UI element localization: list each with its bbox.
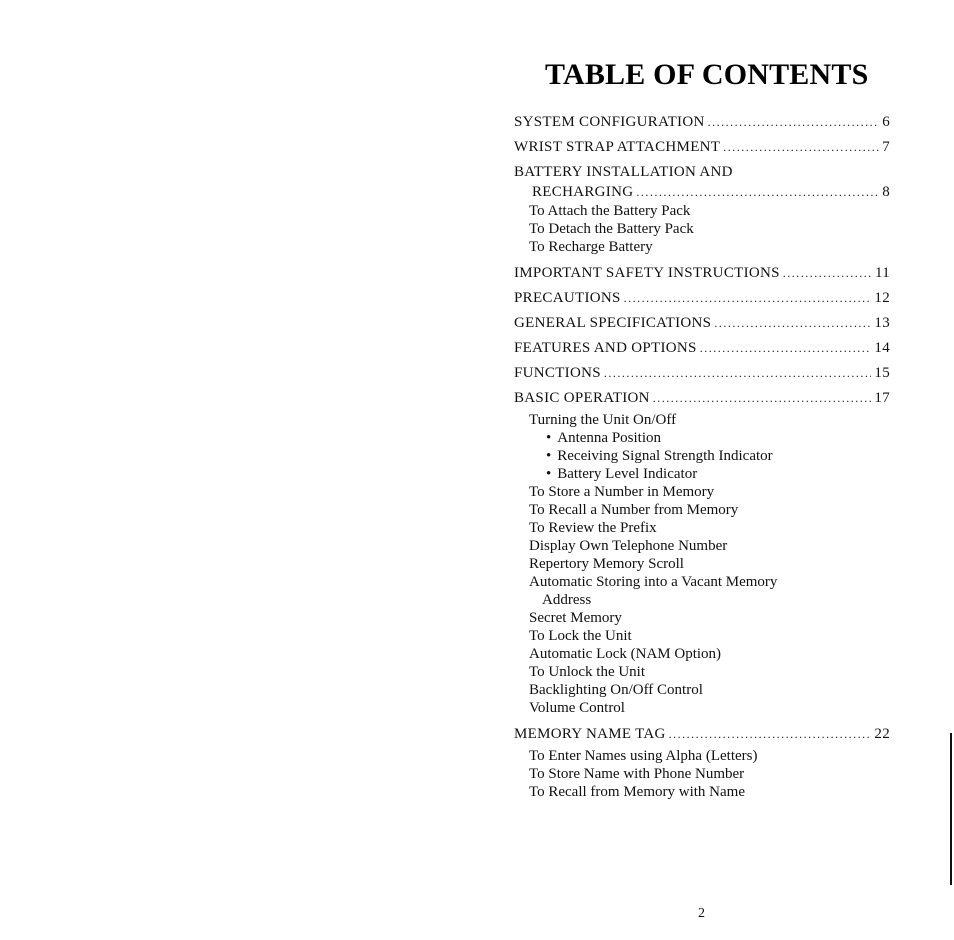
dot-leader xyxy=(783,261,872,286)
toc-entry-system-configuration[interactable] xyxy=(514,110,890,135)
toc-entry-page: 13 xyxy=(874,315,890,331)
toc-entry-page: 17 xyxy=(874,390,890,406)
dot-leader xyxy=(653,386,872,411)
toc-entry-page: 14 xyxy=(874,340,890,356)
toc-entry-label: PRECAUTIONS xyxy=(514,290,621,306)
toc-entry-page: 7 xyxy=(882,139,890,155)
toc-sub-item[interactable]: Automatic Lock (NAM Option) xyxy=(529,646,722,662)
toc-sub-item[interactable]: Backlighting On/Off Control xyxy=(529,682,703,698)
toc-sub-item[interactable]: To Unlock the Unit xyxy=(529,664,646,680)
toc-entry-page: 8 xyxy=(882,184,890,200)
table-of-contents xyxy=(514,110,890,801)
toc-entry-label: FUNCTIONS xyxy=(514,365,601,381)
page-title: TABLE OF CONTENTS xyxy=(545,58,869,91)
toc-sub-bullet-item[interactable]: • Receiving Signal Strength Indicator xyxy=(529,447,890,465)
toc-sub-item[interactable]: To Store a Number in Memory xyxy=(529,484,715,500)
toc-entry-label-line2: RECHARGING xyxy=(532,184,634,200)
toc-sub-item[interactable]: To Recharge Battery xyxy=(529,239,653,255)
toc-sub-item[interactable]: To Enter Names using Alpha (Letters) xyxy=(529,748,758,764)
toc-entry-page: 22 xyxy=(874,726,890,742)
toc-entry-label: FEATURES AND OPTIONS xyxy=(514,340,697,356)
toc-sub-item[interactable]: Display Own Telephone Number xyxy=(529,538,728,554)
toc-sub-item[interactable]: To Recall a Number from Memory xyxy=(529,502,739,518)
toc-sub-list xyxy=(529,202,890,256)
dot-leader xyxy=(714,311,871,336)
toc-sub-item[interactable]: Turning the Unit On/Off xyxy=(529,412,677,428)
toc-entry-important-safety-instructions[interactable] xyxy=(514,261,890,286)
toc-sub-item[interactable]: To Recall from Memory with Name xyxy=(529,784,745,800)
toc-entry-page: 15 xyxy=(874,365,890,381)
dot-leader xyxy=(708,110,880,135)
toc-entry-precautions[interactable] xyxy=(514,286,890,311)
toc-entry-label-line1: BATTERY INSTALLATION AND xyxy=(514,164,733,180)
toc-entry-label: MEMORY NAME TAG xyxy=(514,726,666,742)
dot-leader xyxy=(723,135,879,160)
toc-entry-battery-installation[interactable] xyxy=(514,163,890,182)
toc-sub-list xyxy=(529,747,890,801)
toc-sub-item[interactable]: Volume Control xyxy=(529,700,625,716)
toc-sub-bullet-item[interactable]: • Antenna Position xyxy=(529,429,890,447)
toc-sub-item[interactable]: To Lock the Unit xyxy=(529,628,632,644)
dot-leader xyxy=(624,286,872,311)
toc-sub-bullet-item[interactable]: • Battery Level Indicator xyxy=(529,465,890,483)
toc-sub-item[interactable]: To Review the Prefix xyxy=(529,520,657,536)
toc-sub-item[interactable]: Automatic Storing into a Vacant Memory xyxy=(529,574,778,590)
toc-entry-basic-operation[interactable] xyxy=(514,386,890,411)
toc-entry-page: 11 xyxy=(874,265,890,281)
page-number: 2 xyxy=(698,906,705,921)
dot-leader xyxy=(669,722,872,747)
toc-entry-battery-installation-cont[interactable] xyxy=(514,182,890,202)
toc-entry-page: 6 xyxy=(882,114,890,130)
toc-sub-item[interactable]: Repertory Memory Scroll xyxy=(529,556,684,572)
toc-entry-features-and-options[interactable] xyxy=(514,336,890,361)
toc-entry-label: WRIST STRAP ATTACHMENT xyxy=(514,139,721,155)
toc-sub-list xyxy=(529,411,890,717)
toc-entry-label: SYSTEM CONFIGURATION xyxy=(514,114,705,130)
toc-entry-memory-name-tag[interactable] xyxy=(514,722,890,747)
toc-entry-label: GENERAL SPECIFICATIONS xyxy=(514,315,712,331)
toc-sub-item[interactable]: To Detach the Battery Pack xyxy=(529,221,694,237)
toc-sub-item[interactable]: To Attach the Battery Pack xyxy=(529,203,691,219)
toc-entry-label: IMPORTANT SAFETY INSTRUCTIONS xyxy=(514,265,780,281)
dot-leader xyxy=(604,361,872,386)
toc-entry-wrist-strap-attachment[interactable] xyxy=(514,135,890,160)
toc-sub-item[interactable]: To Store Name with Phone Number xyxy=(529,766,745,782)
page-edge-bar xyxy=(950,733,952,885)
toc-entry-general-specifications[interactable] xyxy=(514,311,890,336)
toc-sub-item[interactable]: Secret Memory xyxy=(529,610,622,626)
toc-entry-functions[interactable] xyxy=(514,361,890,386)
toc-sub-item-continuation[interactable]: Address xyxy=(542,592,592,608)
toc-entry-page: 12 xyxy=(874,290,890,306)
dot-leader xyxy=(700,336,872,361)
dot-leader xyxy=(636,182,879,202)
toc-entry-label: BASIC OPERATION xyxy=(514,390,650,406)
